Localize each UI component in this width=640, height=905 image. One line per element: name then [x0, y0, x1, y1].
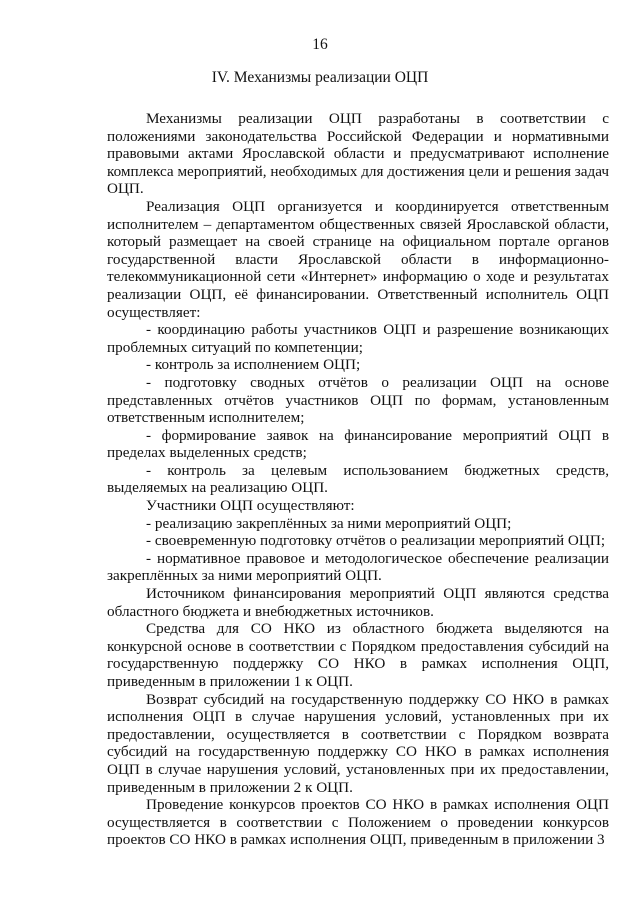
list-item: - реализацию закреплённых за ними мероприятий ОЦП; — [146, 514, 512, 532]
body-text — [107, 110, 609, 849]
paragraph: Возврат субсидий на государственную поддержку СО НКО в рамках исполнения ОЦП в случае нарушения условий, установленных при их предоставлении, осуществляется в соответствии с Порядком возврата субсидий на государственную поддержку СО НКО в рамках исполнения ОЦП в случае нарушения условий, установленных при их предоставлении, приведенным в приложении 2 к ОЦП. — [107, 690, 609, 796]
list-item: - контроль за исполнением ОЦП; — [146, 356, 361, 374]
page-number: 16 — [312, 36, 328, 53]
paragraph: Механизмы реализации ОЦП разработаны в соответствии с положениями законодательства Российской Федерации и нормативными правовыми актами Ярославской области и предусматривают исполнение комплекса мероприятий, необходимых для достижения цели и решения задач ОЦП. — [107, 110, 609, 198]
list-item: - формирование заявок на финансирование мероприятий ОЦП в пределах выделенных средств; — [107, 426, 609, 462]
list-item: - своевременную подготовку отчётов о реализации мероприятий ОЦП; — [146, 532, 606, 550]
section-title: IV. Механизмы реализации ОЦП — [211, 69, 429, 86]
paragraph: Проведение конкурсов проектов СО НКО в рамках исполнения ОЦП осуществляется в соответствии с Положением о проведении конкурсов проектов СО НКО в рамках исполнения ОЦП, приведенным в приложении 3 — [107, 796, 609, 849]
list-item: - контроль за целевым использованием бюджетных средств, выделяемых на реализацию ОЦП. — [107, 461, 609, 497]
paragraph: Участники ОЦП осуществляют: — [146, 497, 355, 515]
list-item: - подготовку сводных отчётов о реализации ОЦП на основе представленных отчётов участников ОЦП по формам, установленным ответственным исполнителем; — [107, 373, 609, 427]
list-item: - нормативное правовое и методологическое обеспечение реализации закреплённых за ними мероприятий ОЦП. — [107, 549, 609, 585]
paragraph: Средства для СО НКО из областного бюджета выделяются на конкурсной основе в соответствии с Порядком предоставления субсидий на государственную поддержку СО НКО в рамках исполнения ОЦП, приведенным в приложении 1 к ОЦП. — [107, 620, 609, 690]
paragraph: Источником финансирования мероприятий ОЦП являются средства областного бюджета и внебюджетных источников. — [107, 585, 609, 620]
list-item: - координацию работы участников ОЦП и разрешение возникающих проблемных ситуаций по компетенции; — [107, 321, 609, 356]
paragraph: Реализация ОЦП организуется и координируется ответственным исполнителем – департаментом общественных связей Ярославской области, который размещает на своей странице на официальном портале органов государственной власти Ярославской области в информационно-телекоммуникационной сети «Интернет» информацию о ходе и результатах реализации ОЦП, её финансировании. Ответственный исполнитель ОЦП осуществляет: — [107, 197, 609, 321]
